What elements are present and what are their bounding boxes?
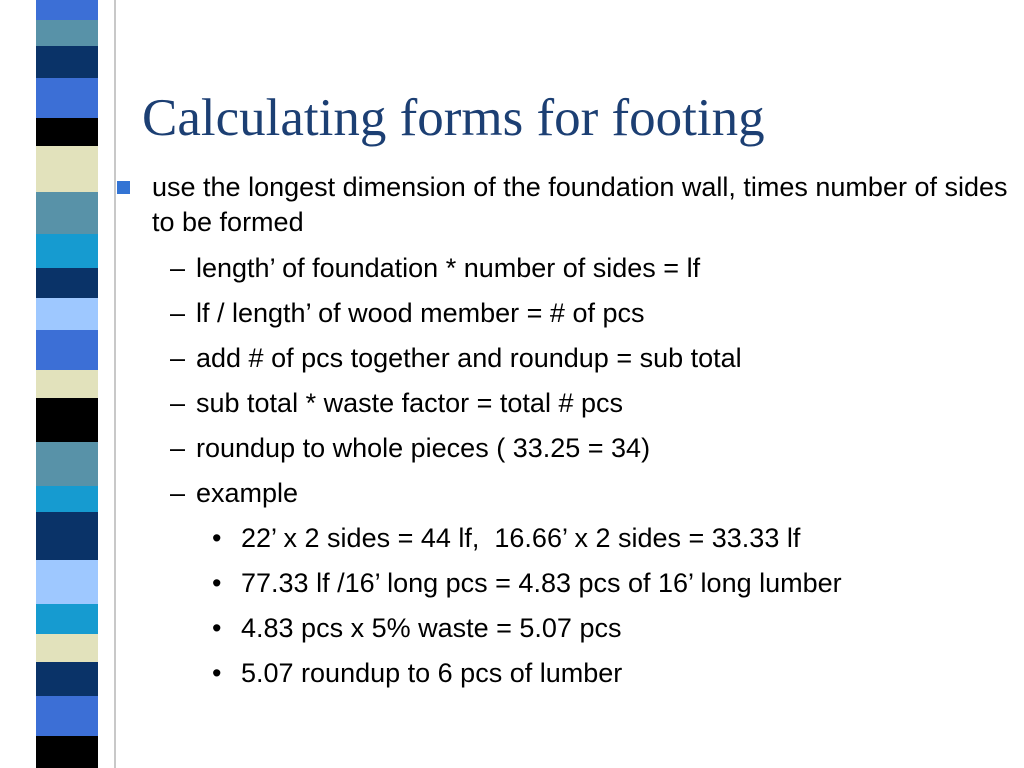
example-bullet-item [212,612,621,644]
dot-bullet-icon: • [212,658,222,688]
sub-bullet-item [170,477,298,509]
slide-title: Calculating forms for footing [142,89,765,147]
sub-bullet-text: lf / length’ of wood member = # of pcs [196,298,645,328]
sub-bullet-item [170,432,650,464]
square-bullet-icon [117,181,130,194]
example-bullet-item [212,522,800,554]
sub-bullet-text: example [196,478,299,508]
dash-bullet-icon: – [170,478,186,508]
dash-bullet-icon: – [170,253,186,283]
dot-bullet-icon: • [212,613,222,643]
example-bullet-text: 77.33 lf /16’ long pcs = 4.83 pcs of 16’ long lumber [241,568,842,598]
sub-bullet-item [170,387,623,419]
dot-bullet-icon: • [212,523,222,553]
dash-bullet-icon: – [170,343,186,373]
sub-bullet-text: roundup to whole pieces ( 33.25 = 34) [196,433,651,463]
dash-bullet-icon: – [170,298,186,328]
main-bullet-text: use the longest dimension of the foundation wall, times number of sides to be formed [152,172,1008,237]
sub-bullet-item [170,297,644,329]
sub-bullet-text: add # of pcs together and roundup = sub total [196,343,742,373]
example-bullet-text: 4.83 pcs x 5% waste = 5.07 pcs [241,613,622,643]
example-bullet-text: 22’ x 2 sides = 44 lf, 16.66’ x 2 sides = 33.33 lf [241,523,801,553]
example-bullet-item [212,567,842,599]
example-bullet-item [212,657,622,689]
sub-bullet-text: sub total * waste factor = total # pcs [196,388,623,418]
example-bullet-text: 5.07 roundup to 6 pcs of lumber [241,658,623,688]
sub-bullet-text: length’ of foundation * number of sides = lf [196,253,701,283]
dash-bullet-icon: – [170,388,186,418]
dot-bullet-icon: • [212,568,222,598]
dash-bullet-icon: – [170,433,186,463]
sub-bullet-item [170,252,700,284]
sub-bullet-item [170,342,742,374]
